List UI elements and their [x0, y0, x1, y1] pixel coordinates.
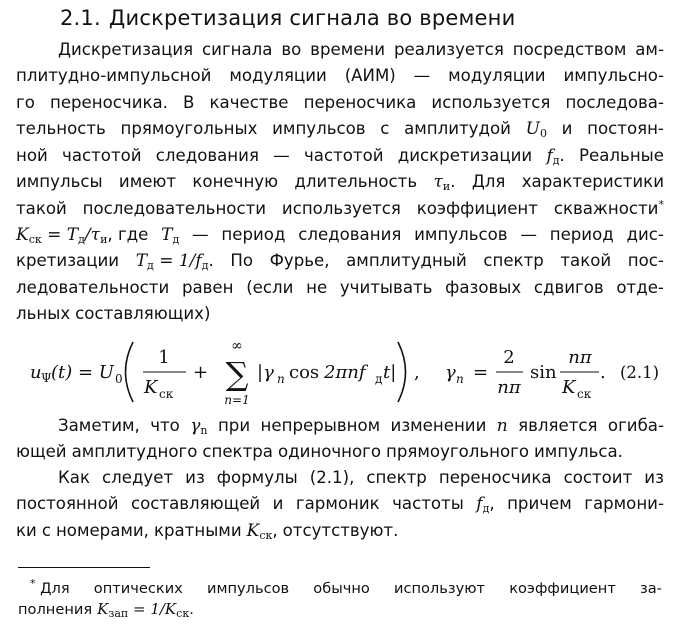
word: кретизации [16, 251, 120, 271]
eq-gamma-sub: n [456, 372, 464, 386]
word-with-footnote [30, 577, 70, 597]
word: По [230, 251, 254, 271]
word: составляющей [131, 494, 261, 514]
word: состоит [563, 468, 633, 487]
punctuation: . [450, 171, 456, 191]
word: скважности [553, 199, 659, 219]
equation-svg [30, 336, 670, 408]
word: последовательности [82, 199, 267, 219]
text-line [16, 146, 664, 172]
word: конечную [192, 171, 279, 191]
math-subscript: 0 [539, 127, 547, 141]
punctuation: , [489, 494, 495, 514]
text-line [16, 304, 664, 330]
word: частоты [392, 494, 464, 514]
word: из [185, 468, 205, 487]
eq-frac3-num: nπ [568, 347, 592, 368]
eq-term-n: n [277, 372, 285, 386]
eq-right-paren [398, 342, 406, 402]
word: полнения [18, 601, 93, 618]
word: дискретизации [397, 145, 533, 165]
word: спектр [366, 468, 427, 487]
word: переносчика [303, 92, 417, 112]
word: следования [298, 224, 402, 244]
word: тельность [16, 119, 106, 139]
eq-frac2-num: 2 [503, 347, 515, 368]
text-line [16, 468, 664, 494]
word: импульса. [534, 442, 623, 462]
eq-term-cos: cos [289, 362, 320, 383]
footnote [18, 577, 662, 623]
word: сигнала [202, 40, 273, 59]
math-symbol: = 1/f [153, 251, 202, 272]
math-symbol: T [135, 251, 148, 272]
equation-number: (2.1) [620, 363, 660, 382]
word: следует [102, 468, 174, 487]
eq-plus: + [193, 362, 209, 383]
punctuation: , [272, 520, 278, 540]
eq-left-paren [126, 342, 134, 402]
section-number: 2.1. [60, 6, 101, 30]
word: переносчика. [49, 92, 168, 112]
eq-frac-num: 1 [158, 347, 170, 368]
word: прямоугольного [386, 442, 530, 462]
math-pulse-duration [433, 172, 450, 192]
math-subscript: д [201, 259, 209, 273]
word: времени [310, 40, 386, 59]
word: — [520, 224, 537, 244]
word: ной [16, 145, 48, 165]
word: что [150, 416, 180, 435]
paragraph-intro [16, 40, 664, 330]
math-sampling-frequency [546, 146, 559, 166]
footnote-line [18, 600, 662, 623]
word: кратными [153, 520, 242, 540]
math-amplitude [526, 119, 547, 140]
word: равен [181, 277, 234, 297]
word: льных [16, 303, 71, 323]
eq-gamma: γ [445, 362, 456, 383]
word: частотой [304, 145, 384, 165]
word: коэффициент [509, 580, 616, 597]
word: и [272, 494, 284, 514]
math-group [247, 521, 278, 542]
word: отсутствуют. [282, 520, 399, 540]
math-subscript: зап [108, 607, 129, 620]
math-sampling-frequency [476, 494, 489, 514]
word: — [192, 224, 209, 244]
text-line [16, 225, 664, 251]
eq-sum-top: ∞ [231, 338, 243, 354]
word: амплитудный [346, 251, 467, 271]
word: Для [471, 171, 506, 191]
math-subscript: д [552, 153, 560, 167]
math-group [546, 146, 564, 167]
math-subscript: ск [28, 232, 42, 246]
word: обычно [313, 580, 370, 597]
text-line [16, 442, 664, 468]
word: Для [40, 580, 70, 597]
word: , где [107, 224, 149, 244]
word: длительность [294, 171, 418, 191]
word: — [273, 145, 290, 165]
eq-period: . [600, 362, 606, 383]
word: за- [639, 580, 662, 597]
math-symbol: τ [433, 171, 443, 192]
math-group [136, 251, 214, 272]
word: пос- [627, 251, 664, 271]
text-line [16, 416, 664, 442]
word: дис- [626, 224, 664, 244]
word: используется [431, 92, 551, 112]
text-line [16, 66, 664, 92]
word: (2.1), [309, 468, 355, 487]
math-symbol: K [16, 224, 29, 245]
word: импульсов [206, 580, 290, 597]
eq-frac3-den-sub: ск [577, 387, 592, 401]
word: оптических [93, 580, 183, 597]
eq-lhs-sub: Ψ [41, 371, 52, 385]
math-period-formula [136, 251, 209, 271]
eq-term-end: t| [383, 362, 397, 383]
math-duty-cycle [247, 521, 273, 541]
text-line [16, 251, 664, 277]
math-symbol: f [546, 145, 553, 166]
eq-sum-bottom: n=1 [224, 393, 250, 407]
word: период [221, 224, 286, 244]
word: сдвигов [533, 277, 604, 297]
math-group [16, 225, 148, 246]
word: прямоугольных [120, 119, 258, 139]
word: во [281, 40, 302, 59]
math-symbol: γ [190, 416, 201, 436]
text-line [16, 521, 664, 547]
math-gamma-n [190, 416, 207, 437]
math-subscript: д [78, 232, 85, 246]
eq-frac-den-sub: ск [159, 387, 174, 401]
word: является [518, 416, 598, 435]
math-period [161, 225, 179, 246]
word: ам- [635, 40, 664, 59]
eq-frac2-den: nπ [497, 377, 521, 398]
word: Заметим, [58, 416, 140, 435]
word: не [306, 277, 328, 297]
word: постоянной [16, 494, 119, 514]
text-line [16, 93, 664, 119]
word: качестве [209, 92, 289, 112]
math-subscript: ск [259, 528, 273, 542]
word: номерами, [55, 520, 149, 540]
paragraph-envelope [16, 416, 664, 469]
word: ющей [16, 442, 67, 462]
equation-2-1 [30, 336, 670, 408]
word: коэффициент [416, 199, 538, 219]
eq-frac3-den: K [562, 377, 576, 398]
word: фазовых [445, 277, 522, 297]
word: переносчика [438, 468, 552, 487]
word: гармоник [295, 494, 380, 514]
word: изменении [390, 416, 487, 435]
eq-frac-den: K [144, 377, 158, 398]
eq-lhs-rest: (t) = U [51, 362, 114, 383]
footnote-line [30, 577, 662, 600]
word: Как [58, 468, 90, 487]
math-subscript: д [482, 502, 490, 516]
word: одиночного [277, 442, 382, 462]
word: модуляции [448, 66, 546, 86]
eq-term-gamma: |γ [257, 362, 274, 383]
footnote-divider [18, 567, 150, 568]
word: ледовательности [16, 277, 170, 297]
word: — [413, 66, 431, 86]
word: (если [246, 277, 294, 297]
word: последова- [565, 92, 664, 112]
word: используют [393, 580, 486, 597]
math-fill-factor [97, 600, 189, 618]
math-subscript: и [442, 179, 451, 193]
word: В [183, 92, 195, 112]
word: реализуется [393, 40, 504, 59]
word: из [644, 468, 664, 487]
word: Дискретизация [58, 40, 194, 59]
word: частотой [62, 145, 142, 165]
word: формулы [216, 468, 298, 487]
footnote-marker[interactable]: * [658, 198, 664, 212]
word: с [380, 119, 390, 139]
word: амплитудой [404, 119, 511, 139]
word: постоян- [587, 119, 664, 139]
word: спектр [483, 251, 544, 271]
math-group [97, 600, 194, 620]
punctuation: . [189, 601, 194, 618]
math-symbol: = 1/K [128, 600, 177, 618]
word: используется [281, 199, 401, 219]
math-n: n [496, 416, 508, 436]
word: имеют [118, 171, 177, 191]
word: импульсы [16, 171, 103, 191]
eq-comma: , [414, 362, 420, 383]
math-group [433, 172, 455, 193]
word: непрерывном [260, 416, 381, 435]
word: с [41, 520, 51, 540]
math-symbol: /τ [84, 224, 101, 245]
word: огиба- [607, 416, 664, 435]
eq-lhs-sub0: 0 [115, 372, 123, 386]
punctuation: . [559, 145, 565, 165]
word: импульсно- [563, 66, 664, 86]
word: амплитудного [71, 442, 198, 462]
eq-sum-symbol: ∑ [225, 355, 249, 393]
word: отде- [616, 277, 664, 297]
math-subscript: д [172, 232, 180, 246]
word: учитывать [339, 277, 433, 297]
word: и [561, 119, 573, 139]
math-symbol: K [246, 520, 260, 541]
eq-sin: sin [530, 362, 557, 383]
word: следования [155, 145, 259, 165]
text-line [16, 278, 664, 304]
math-symbol: f [476, 494, 483, 515]
word: характеристики [521, 171, 664, 191]
word: импульсов [272, 119, 366, 139]
word: такой [16, 199, 67, 219]
word: ки [16, 520, 37, 540]
text-line [16, 172, 664, 198]
math-subscript: и [100, 232, 108, 246]
word: плитудно-импульсной [16, 66, 212, 86]
word: модуляции [229, 66, 327, 86]
math-group [476, 494, 494, 515]
text-line [16, 494, 664, 520]
word: (АИМ) [344, 66, 396, 86]
text-line [16, 198, 664, 224]
math-subscript: ск [176, 607, 190, 620]
eq-term-arg: 2πnf [324, 362, 366, 383]
math-symbol: = T [41, 224, 79, 245]
math-subscript: n [200, 424, 208, 437]
word: причем [507, 494, 572, 514]
word: импульсов [414, 224, 508, 244]
word: составляющих) [75, 303, 211, 323]
math-symbol: T [161, 224, 173, 245]
eq-lhs-u: u [30, 362, 42, 383]
word: Реальные [579, 145, 664, 165]
text-line [16, 40, 664, 66]
word: посредством [512, 40, 627, 59]
eq-equals: = [473, 362, 489, 383]
word: такой [560, 251, 612, 271]
math-duty-cycle-formula [16, 225, 107, 245]
paragraph-conclusion [16, 468, 664, 547]
section-title: Дискретизация сигнала во времени [108, 6, 516, 30]
word: гармони- [584, 494, 664, 514]
eq-term-sub: д [375, 372, 383, 386]
word: го [16, 92, 35, 112]
math-symbol: U [525, 119, 540, 140]
word: при [217, 416, 251, 435]
punctuation: . [208, 251, 214, 271]
word: период [549, 224, 614, 244]
word-with-footnote [554, 198, 664, 218]
word: спектра [202, 442, 273, 462]
math-symbol: K [97, 600, 109, 618]
footnote-marker: * [30, 577, 36, 590]
text-line [16, 119, 664, 145]
section-heading [60, 6, 515, 30]
math-subscript: д [147, 259, 154, 273]
word: Фурье, [269, 251, 330, 271]
